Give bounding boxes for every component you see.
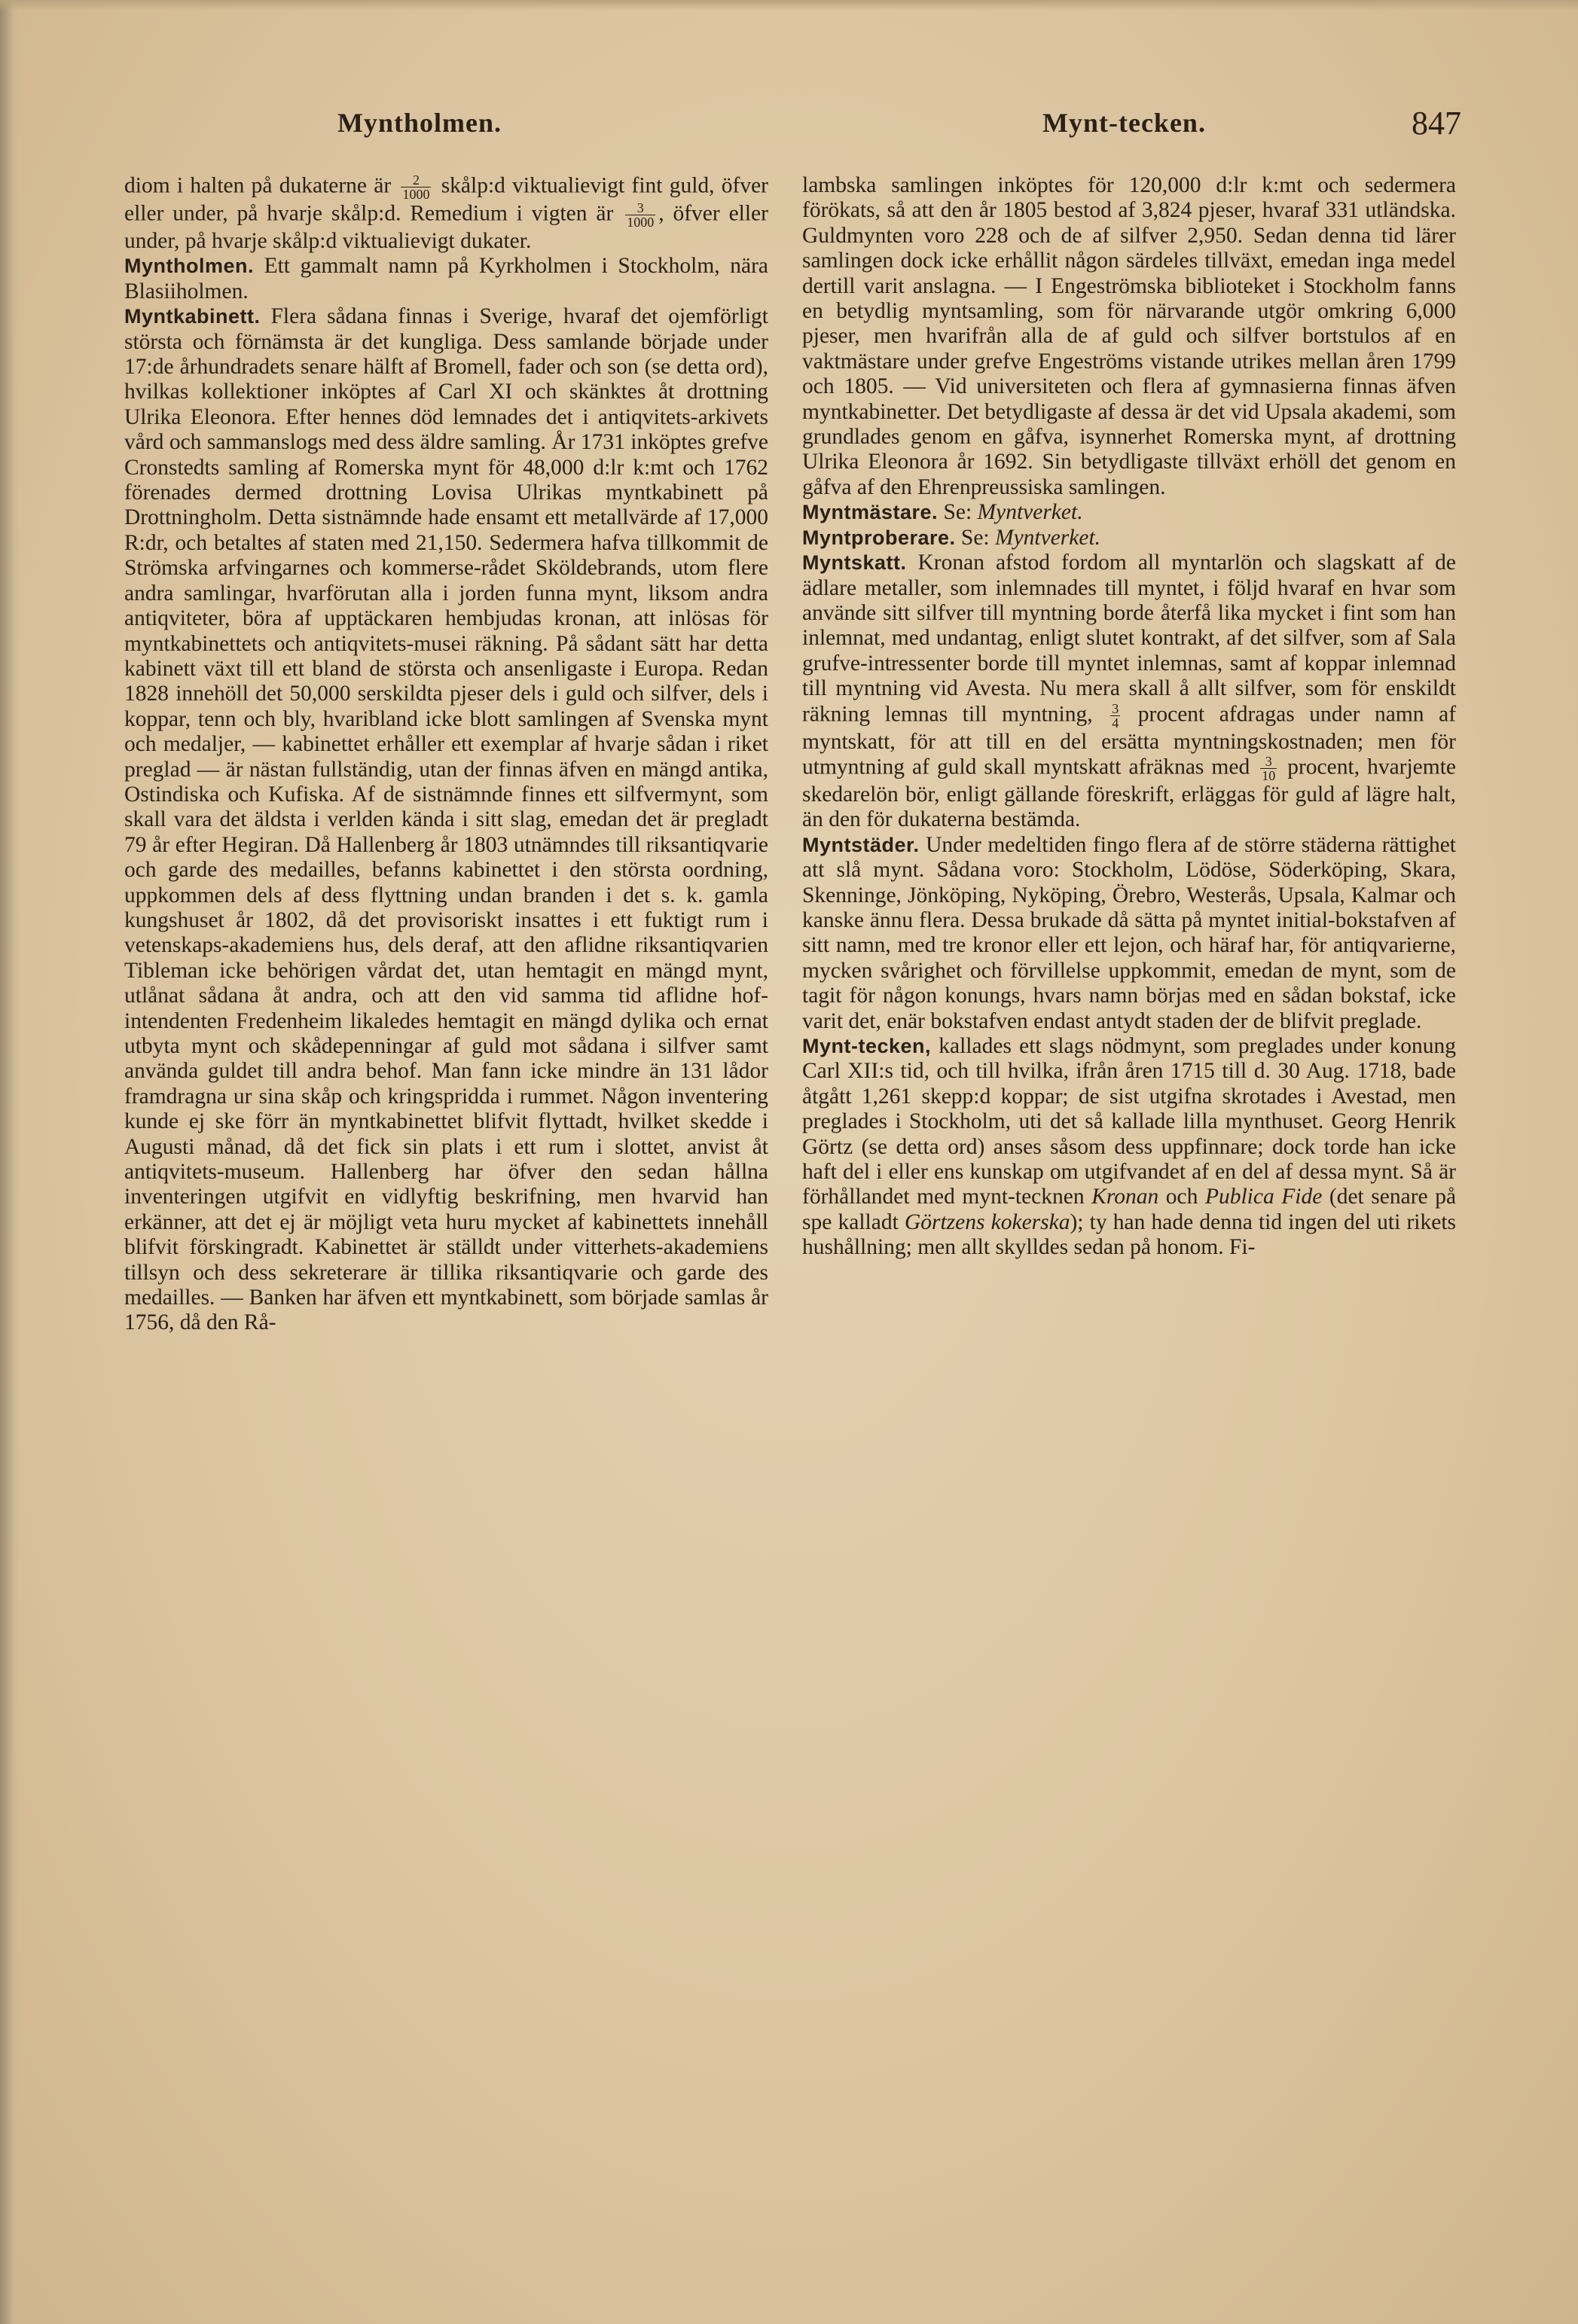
see-label: Se:: [943, 500, 972, 525]
entry-headword: Mynt-tecken,: [802, 1035, 932, 1057]
entry-headword: Myntkabinett.: [124, 305, 261, 328]
fraction-denominator: 1000: [627, 215, 655, 230]
fraction: [1110, 702, 1120, 730]
page-number: 847: [1412, 105, 1461, 142]
entry-headword: Myntskatt.: [802, 551, 907, 575]
page-binding-edge: [0, 0, 20, 2324]
entry-headword: Myntholmen.: [124, 255, 254, 278]
entry-text: procent afdragas under namn af myntskatt, för att till en del ersätta myntningskostnaden; men för utmyntning af guld skall myntskatt afräknas med: [802, 701, 1457, 779]
italic-term: Kronan: [1091, 1185, 1159, 1209]
fraction-numerator: 3: [625, 201, 655, 215]
fraction: [1260, 755, 1277, 782]
fraction-numerator: 3: [1112, 700, 1119, 716]
entry-text: Flera sådana finnas i Sverige, hvaraf det ojemförligt största och förnämsta är det kungliga. Dess samlande började under 17:de århundradets senare hälft af Bromell, fader och son (se detta ord), hvilkas kollektioner inköptes af Carl XI och skänktes åt drottning Ulrika Eleonora. Efter hennes död lemnades det i antiqvitets-arkivets vård och sammanslogs med dess äldre samling. År 1731 inköptes grefve Cronstedts samling af Romerska mynt för 48,000 d:lr k:mt och 1762 förenades dermed drottning Lovisa Ulrikas myntkabinett på Drottningholm. Detta sistnämnde hade ensamt ett metallvärde af 17,000 R:dr, och betaltes af staten med 21,150. Sedermera hafva tillkommit de Strömska arfvingarnes och kommerse-rådet Sköldebrands, utom flere andra samlingar, hvarförutan alla i jorden funna mynt, liksom andra antiqviteter, böra af upptäckaren hembjudas kronan, att inlösas för myntkabinettets och antiqvitets-musei räkning. På sådant sätt har detta kabinett växt till ett bland de största och ansenligaste i Europa. Redan 1828 innehöll det 50,000 serskildta pjeser dels i guld och silfver, dels i koppar, tenn och bly, hvaribland icke blott samlingen af Svenska mynt och medaljer, — kabinettet erhåller ett exemplar af hvarje sådan i riket preglad — är nästan fullständig, utan der finnas äfven en mängd antika, Ostindiska och Kufiska. Af de sistnämnde finnes ett silfvermynt, som skall vara det äldsta i verlden kända i sitt slag, emedan det är pregladt 79 år efter Hegiran. Då Hallenberg år 1803 utnämndes till riksantiqvarie och garde des medailles, befanns kabinettet i den största oordning, uppkommen dels af dess flyttning undan branden i det s. k. gamla kungshuset år 1802, då det provisoriskt insattes i ett fuktigt rum i vetenskaps-akademiens hus, dels deraf, att den aflidne riksantiqvarien Tibleman icke behörigen vårdat det, utan hemtagit en mängd mynt, utlånat sådana åt andra, och att den vid samma tid aflidne hof-intendenten Fredenheim likaledes hemtagit en mängd dylika och ernat utbyta mynt och skådepenningar af guld mot sådana i silfver samt använda guldet till andra behof. Man fann icke mindre än 131 lådor framdragna ur sina skåp och kringspridda i rummet. Någon inventering kunde ej ske förr än myntkabinettet blifvit flyttadt, hvilket skedde i Augusti månad, då det fick sin plats i ett rum i slottet, anvist åt antiqvitets-museum. Hallenberg har öfver den sedan hållna inventeringen utgifvit en vidlyftig beskrifning, men hvarvid han erkänner, att det ej är möjligt veta huru mycket af kabinettets innehåll blifvit förskingradt. Kabinettet är ställdt under vitterhets-akademiens tillsyn och dess sekreterare är tillika riksantiqvarie och garde des medailles. — Banken har äfven ett myntkabinett, som började samlas år 1756, då den Rå-: [124, 304, 768, 1335]
running-head-left: Myntholmen.: [337, 108, 502, 138]
fraction: [625, 201, 655, 229]
entry-headword: Myntstäder.: [802, 833, 920, 856]
fraction-denominator: 10: [1262, 767, 1276, 783]
continued-paragraph: [124, 173, 768, 254]
italic-term: Görtzens kokerska: [904, 1209, 1070, 1234]
italic-term: Publica Fide: [1204, 1185, 1323, 1209]
entry-mynt-tecken: [802, 1034, 1456, 1261]
cross-reference: Myntverket.: [977, 500, 1083, 525]
entry-myntmastare: [802, 500, 1456, 525]
entry-myntproberare: [802, 526, 1456, 551]
right-column: [802, 173, 1456, 1261]
fraction-denominator: 1000: [402, 187, 430, 202]
entry-text: procent, hvarjemte skedarelön bör, enligt gällande föreskrift, erläggas för guld af lägre halt, än den för dukaterna bestämda.: [802, 755, 1457, 832]
running-head-right: Mynt-tecken.: [1042, 108, 1206, 138]
entry-text: Under medeltiden fingo flera af de större städerna rättighet att slå mynt. Sådana voro: Stockholm, Lödöse, Söderköping, Skara, Skenninge, Jönköping, Nyköping, Örebro, Westerås, Upsala, Kalmar och kanske ännu flera. Dessa brukade då sätta på myntet initial-bokstafven af sitt namn, med tre kronor eller ett lejon, och häraf har, för antiqvarierne, mycken svårighet och förvillelse uppkommit, emedan de mynt, som de tagit för någon konungs, hvars namn börjas med en sådan bokstaf, icke varit det, enär bokstafven endast antydt staden der de blifvit preglade.: [802, 832, 1457, 1033]
fraction-denominator: 4: [1112, 715, 1119, 730]
paragraph-text: , öfver eller under, på hvarje skålp:d viktualievigt dukater.: [124, 201, 768, 253]
entry-myntskatt: [802, 551, 1456, 833]
paragraph-text: skålp:d viktualievigt fint guld, öfver eller under, på hvarje skålp:d. Remedium i vigten är: [124, 173, 769, 226]
see-label: Se:: [960, 525, 990, 550]
entry-text: Ett gammalt namn på Kyrkholmen i Stockholm, nära Blasiiholmen.: [124, 254, 768, 303]
cross-reference: Myntverket.: [995, 525, 1101, 550]
entry-headword: Myntproberare.: [802, 526, 956, 549]
continued-paragraph: lambska samlingen inköptes för 120,000 d:lr k:mt och sedermera förökats, så att den år 1805 bestod af 3,824 pjeser, hvaraf 331 utländska. Guldmynten voro 228 och de af silfver 2,950. Sedan denna tid lärer samlingen dock icke erhållit någon särdeles tillväxt, emedan inga medel dertill varit anslagna. — I Engeströmska biblioteket i Stockholm fanns en betydlig myntsamling, som för närvarande utgör omkring 6,000 pjeser, men hvarifrån alla de af guld och silfver bortstulos af en vaktmästare under grefve Engeströms vistande utrikes mellan åren 1799 och 1805. — Vid universiteten och flera af gymnasierna finnas äfven myntkabinetter. Det betydligaste af dessa är det vid Upsala akademi, som grundlades genom en gåfva, isynnerhet Romerska mynt, af drottning Ulrika Eleonora år 1692. Sin betydligaste tillväxt erhöll det genom en gåfva af den Ehrenpreussiska samlingen.: [802, 173, 1456, 499]
entry-text: Kronan afstod fordom all myntarlön och slagskatt af de ädlare metaller, som inlemnades till myntet, i följd hvaraf en hvar som använde sitt silfver till myntning borde återfå lika mycket i fint som han inlemnat, med undantag, enligt slutet kontrakt, af det silfver, som af Sala grufve-intressenter borde till myntet inlemnas, samt af koppar inlemnad till myntning vid Avesta. Nu mera skall å allt silfver, som för enskildt räkning lemnas till myntning,: [802, 551, 1456, 726]
entry-myntholmen: [124, 254, 768, 304]
fraction: [401, 173, 431, 201]
page-header: [0, 107, 1578, 152]
left-column: [124, 173, 768, 1336]
entry-myntkabinett: [124, 304, 768, 1336]
fraction-numerator: 2: [401, 173, 431, 188]
entry-text: (det senare på spe kalladt: [802, 1185, 1457, 1234]
entry-myntstader: [802, 833, 1456, 1034]
entry-headword: Myntmästare.: [802, 501, 939, 524]
paragraph-text: diom i halten på dukaterne är: [124, 173, 392, 198]
entry-text: ); ty han hade denna tid ingen del uti rikets hushållning; men allt skylldes sedan på honom. Fi-: [802, 1209, 1456, 1260]
entry-text: kallades ett slags nödmynt, som preglades under konung Carl XII:s tid, och till hvilka, ifrån åren 1715 till d. 30 Aug. 1718, bade åtgått 1,261 skepp:d koppar; de sist utgifna skrotades i Avestad, men preglades i Stockholm, uti det så kallade lilla mynthuset. Georg Henrik Görtz (se detta ord) anses såsom dess uppfinnare; dock torde han icke haft del i eller ens kunskap om utgifvandet af en del af dessa mynt. Så är förhållandet med mynt-tecknen: [802, 1034, 1457, 1209]
fraction-numerator: 3: [1260, 755, 1277, 769]
page-top-edge: [0, 0, 1578, 11]
entry-text: och: [1165, 1185, 1198, 1209]
